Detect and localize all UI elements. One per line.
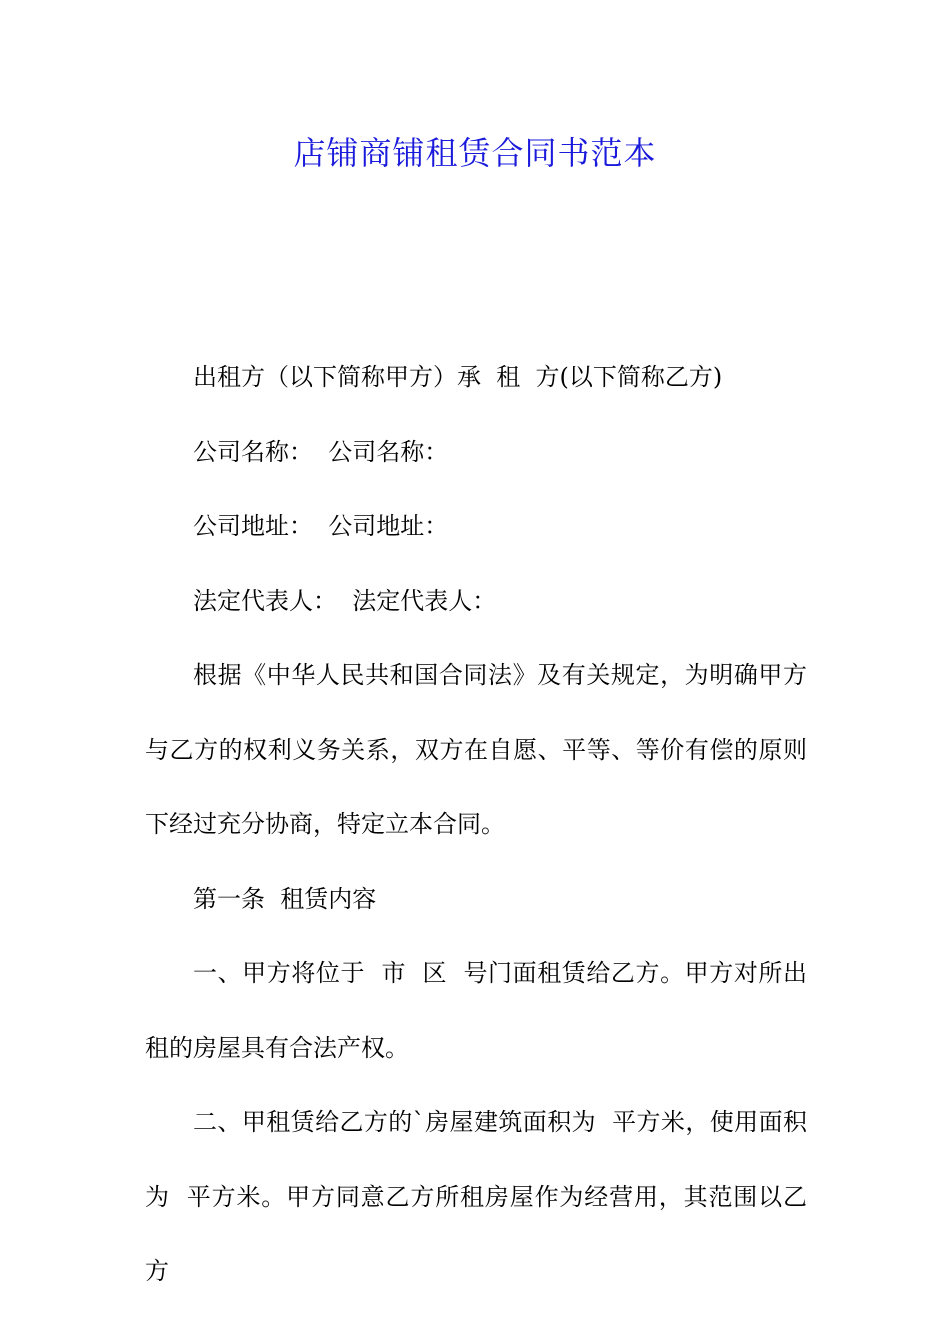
document-body [145, 340, 807, 1309]
clause-one-paragraph: 一、甲方将位于 市 区 号门面租赁给乙方。甲方对所出租的房屋具有合法产权。 [145, 959, 807, 1062]
document-title: 店铺商铺租赁合同书范本 [293, 134, 657, 172]
clause-two-paragraph: 二、甲租赁给乙方的`房屋建筑面积为 平方米，使用面积为 平方米。甲方同意乙方所租房屋作为经营用，其范围以乙方 [145, 1108, 807, 1285]
parties-line: 出租方（以下简称甲方）承 租 方(以下简称乙方) [193, 363, 723, 391]
company-address-line: 公司地址： 公司地址： [193, 512, 449, 540]
company-name-line: 公司名称： 公司名称： [193, 437, 449, 466]
legal-representative-line: 法定代表人： 法定代表人： [193, 586, 497, 615]
article-one-heading: 第一条 租赁内容 [193, 884, 377, 913]
preamble-paragraph: 根据《中华人民共和国合同法》及有关规定，为明确甲方与乙方的权利义务关系，双方在自愿、平等、等价有偿的原则下经过充分协商，特定立本合同。 [145, 661, 807, 838]
